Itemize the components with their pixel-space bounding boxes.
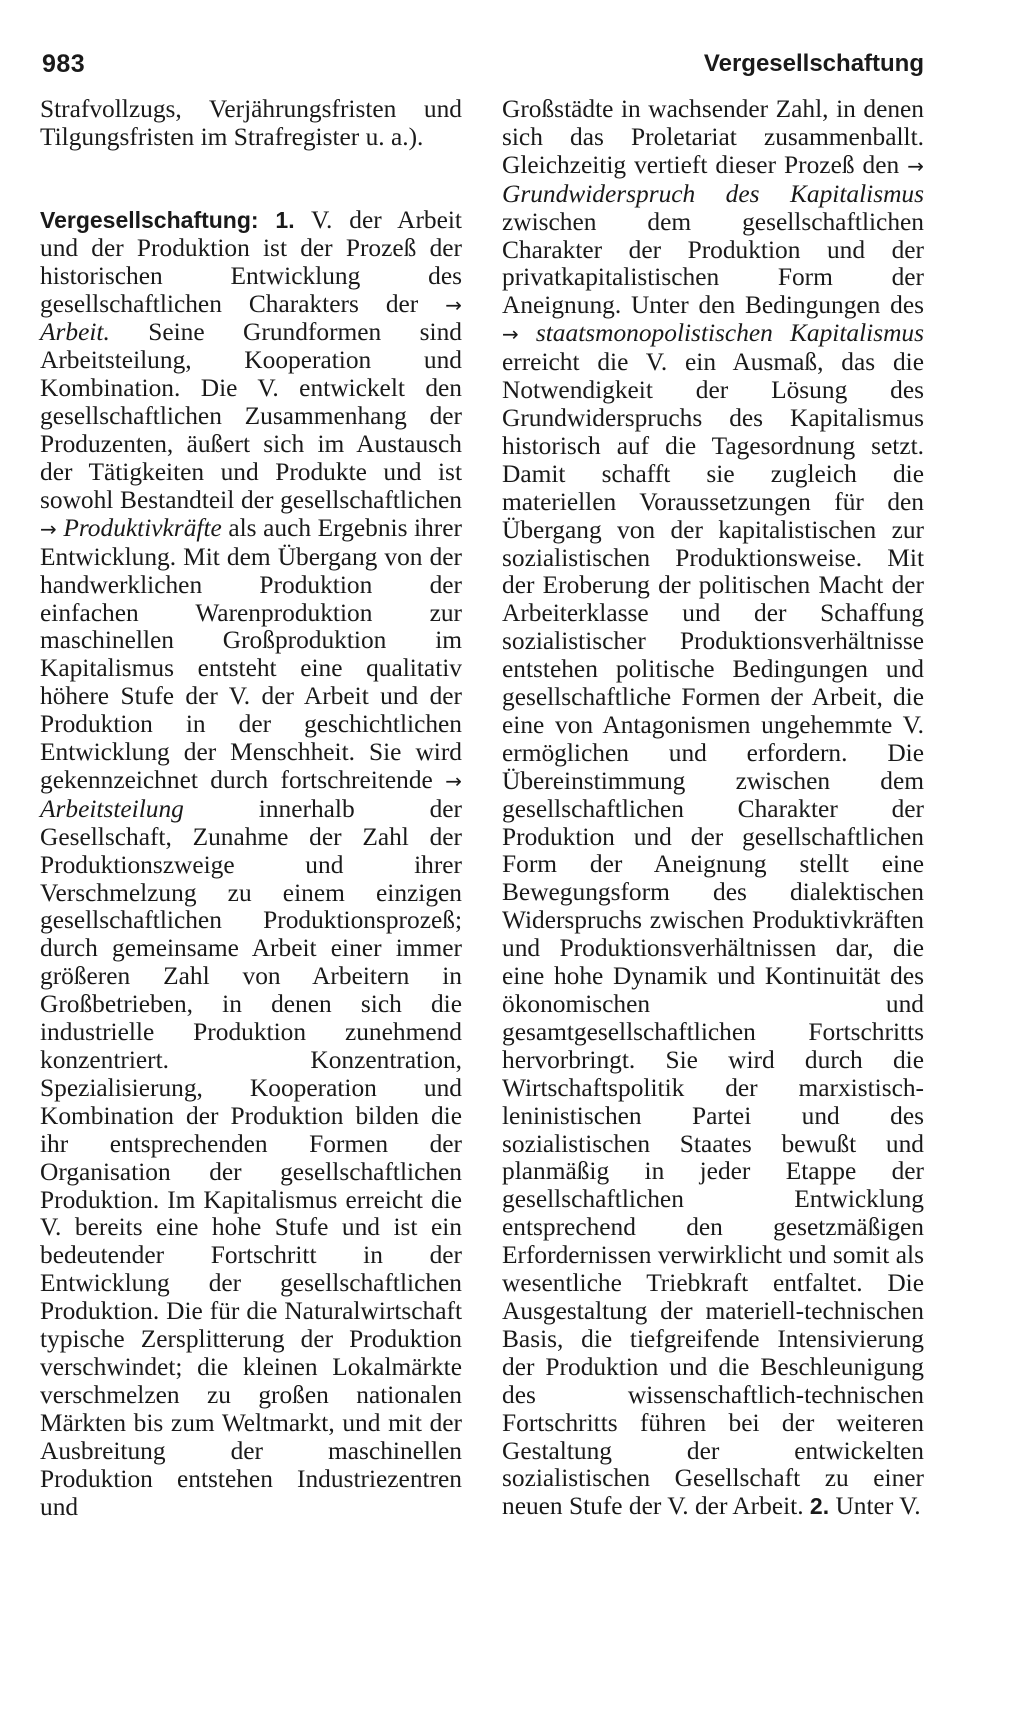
arrow-right-icon: → (502, 322, 519, 347)
sense-number-2: 2. (809, 1493, 830, 1520)
body-text: V. der Arbeit und der Produktion ist der Prozeß der historischen Entwicklung des gesellschaftlichen Charakters der (40, 205, 462, 318)
body-text: zwischen dem gesellschaftlichen Charakter der Produktion und der privatkapitalistischen Form der Aneignung. Unter den Bedingungen des (502, 207, 924, 320)
page-number: 983 (42, 50, 86, 78)
cross-reference-arbeitsteilung[interactable]: Arbeitsteilung (40, 794, 184, 823)
continuation-paragraph (40, 96, 462, 152)
body-text: Seine Grundformen sind Arbeitsteilung, Kooperation und Kombination. Die V. entwickelt den gesellschaftlichen Zusammenhang der Produzenten, äußert sich im Austausch der Tätigkeiten und Produkte und ist sowohl Bestandteil der gesellschaftlichen (40, 318, 462, 514)
arrow-right-icon: → (40, 516, 57, 541)
body-text: Großstädte in wachsender Zahl, in denen sich das Proletariat zusammenballt. Gleichzeitig vertieft dieser Prozeß den (502, 95, 924, 179)
cross-reference-arbeit[interactable]: Arbeit. (40, 318, 110, 347)
page-header (42, 50, 924, 90)
entry-paragraph-continued (502, 96, 924, 1521)
body-text: als auch Ergebnis ihrer Entwicklung. Mit dem Übergang von der handwerklichen Produktion der einfachen Warenproduktion zur maschinellen Großproduktion im Kapitalismus entsteht eine qualitativ höhere Stufe der V. der Arbeit und der Produktion in der geschichtlichen Entwicklung der Menschheit. Sie wird gekennzeichnet durch fortschreitende (40, 513, 462, 794)
cross-reference-staatsmonopolistischer-kapitalismus[interactable]: staatsmonopolistischen Kapitalismus (535, 319, 924, 348)
entry-lemma: Vergesellschaftung: (40, 206, 259, 233)
arrow-right-icon: → (445, 768, 462, 793)
left-column (40, 96, 462, 1521)
cross-reference-grundwiderspruch[interactable]: Grundwiderspruch des Kapitalismus (502, 179, 924, 208)
body-text: erreicht die V. ein Ausmaß, das die Notwendigkeit der Lösung des Grundwiderspruchs des Kapitalismus historisch auf die Tagesordnung setzt. Damit schafft sie zugleich die materiellen Voraussetzungen für den Übergang von der kapitalistischen zur sozialistischen Produktionsweise. Mit der Eroberung der politischen Macht der Arbeiterklasse und der Schaffung sozialistischer Produktionsverhältnisse entstehen politische Bedingungen und gesellschaftliche Formen der Arbeit, die eine von Antagonismen ungehemmte V. ermöglichen und erfordern. Die Übereinstimmung zwischen dem gesellschaftlichen Charakter der Produktion und der gesellschaftlichen Form der Aneignung stellt eine Bewegungsform des dialektischen Widerspruchs zwischen Produktivkräften und Produktionsverhältnissen dar, die eine hohe Dynamik und Kontinuität des ökonomischen und gesamtgesellschaftlichen Fortschritts hervorbringt. Sie wird durch die Wirtschaftspolitik der marxistisch-leninistischen Partei und des sozialistischen Staates bewußt und planmäßig in jeder Etappe der gesellschaftlichen Entwicklung entsprechend den gesetzmäßigen Erfordernissen verwirklicht und somit als wesentliche Triebkraft entfaltet. Die Ausgestaltung der materiell-technischen Basis, die tiefgreifende Intensivierung der Produktion und die Beschleunigung des wissenschaftlich-technischen Fortschritts führen bei der weiteren Gestaltung der entwickelten sozialistischen Gesellschaft zu einer neuen Stufe der V. der Arbeit. (502, 348, 924, 1521)
arrow-right-icon: → (445, 292, 462, 317)
entry-paragraph (40, 207, 462, 1522)
body-text: innerhalb der Gesellschaft, Zunahme der Zahl der Produktionszweige und ihrer Verschmelzung zu einem einzigen gesellschaftlichen Produktionsprozeß; durch gemeinsame Arbeit einer immer größeren Zahl von Arbeitern in Großbetrieben, in denen sich die industrielle Produktion zunehmend konzentriert. Konzentration, Spezialisierung, Kooperation und Kombination der Produktion bilden die ihr entsprechenden Formen der Organisation der gesellschaftlichen Produktion. Im Kapitalismus erreicht die V. bereits eine hohe Stufe und ist ein bedeutender Fortschritt in der Entwicklung der gesellschaftlichen Produktion. Die für die Naturalwirtschaft typische Zersplitterung der Produktion verschwindet; die kleinen Lokalmärkte verschmelzen zu großen nationalen Märkten bis zum Weltmarkt, und mit der Ausbreitung der maschinellen Produktion entstehen Industriezentren und (40, 794, 462, 1521)
continuation-text: Strafvollzugs, Verjährungsfristen und Tilgungsfristen im Strafregister u. a.). (40, 95, 462, 151)
right-column (502, 96, 924, 1521)
body-text: Unter V. (835, 1492, 921, 1521)
sense-number-1: 1. (275, 206, 295, 233)
running-head: Vergesellschaftung (703, 50, 924, 77)
cross-reference-produktivkraefte[interactable]: Produktivkräfte (63, 513, 222, 542)
arrow-right-icon: → (907, 153, 924, 178)
